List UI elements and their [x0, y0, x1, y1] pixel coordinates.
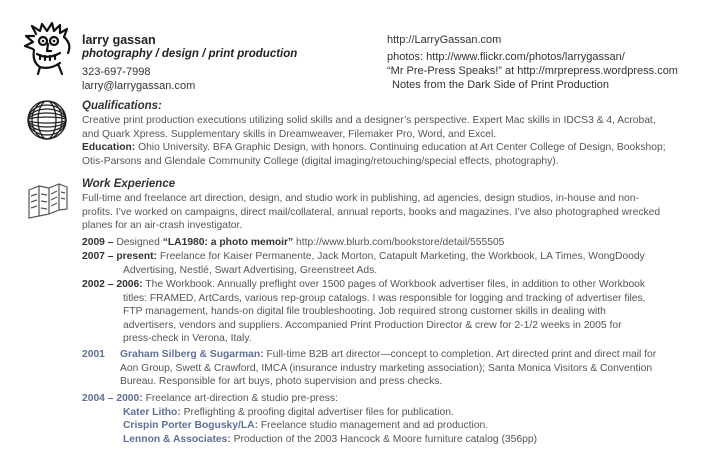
book-title: “LA1980: a photo memoir” [162, 237, 294, 248]
company-name: Crispin Porter Bogusky/LA: [123, 420, 259, 432]
company-name: Kater Litho: [123, 406, 181, 418]
experience-heading: Work Experience [82, 178, 176, 190]
building-blocks-icon [26, 180, 70, 220]
phone: 323-697-7998 [82, 66, 151, 78]
entry-year: 2002 – 2006: [82, 279, 143, 290]
qualifications-heading: Qualifications: [82, 100, 162, 112]
website-link[interactable]: http://LarryGassan.com [387, 34, 502, 46]
experience-intro-line: planes for an air-crash investigator. [82, 220, 243, 232]
experience-intro [82, 192, 712, 233]
entry-2009: 2009 – Designed “LA1980: a photo memoir” http://www.blurb.com/bookstore/detail/555505 [82, 237, 505, 248]
email-link[interactable]: larry@larrygassan.com [82, 80, 196, 92]
cartoon-face-icon [22, 22, 78, 76]
company-name: Graham Silberg & Sugarman: [120, 349, 264, 360]
education-line: Education: Ohio University. BFA Graphic Design, with honors. Continuing education at Art Center College of Design, Bookshop; [82, 142, 666, 154]
company-name: Lennon & Associates: [123, 433, 231, 445]
entry-year: 2001 [82, 349, 105, 360]
education-line: Otis-Parsons and Glendale Community College (digital imaging/retouching/special effects, photography). [82, 155, 559, 167]
list-item: Crispin Porter Bogusky/LA: Freelance studio management and ad production. [123, 420, 489, 432]
experience-intro-line: Full-time and freelance art direction, design, and studio work in publishing, ad agencies, design studios, in-house and non- [82, 193, 639, 204]
qualifications-text [82, 114, 712, 168]
entry-year: 2007 – present: [82, 251, 157, 262]
list-item: Kater Litho: Preflighting & proofing digital advertiser files for publication. [123, 406, 454, 418]
entry-2004: 2004 – 2000: Freelance art-direction & studio pre-press: Kater Litho: Preflighting & proofing digital advertiser files for publication. Crispin Porter Bogusky/LA: Freelance studio management and ad production. Lennon & Associates: Production of the 2003 Hancock & Moore furniture catalog (356pp) [82, 393, 537, 445]
blog-note: Notes from the Dark Side of Print Production [392, 79, 610, 91]
list-item: Lennon & Associates: Production of the 2003 Hancock & Moore furniture catalog (356pp) [123, 433, 537, 445]
photos-link[interactable]: photos: http://www.flickr.com/photos/larrygassan/ [387, 51, 625, 63]
tagline: photography / design / print production [82, 48, 298, 60]
entry-2001: 2001 Graham Silberg & Sugarman: Full-time B2B art director—concept to completion. Art directed print and direct mail for Aon Group, Swett & Crawford, IMCA (insurance industry marketing association); Santa Monica Visitors & Convention Bureau. Responsible for art buys, photo supervision and press checks. [82, 349, 657, 388]
qualifications-line: and Quark Xpress. Supplementary skills in Dreamweaver, Filemaker Pro, Word, and Excel. [82, 128, 497, 140]
book-link[interactable]: http://www.blurb.com/bookstore/detail/555505 [293, 237, 505, 248]
experience-intro-line: profits. I’ve worked on campaigns, direct mail/collateral, annual reports, books and magazines. I’ve also photographed wrecked [82, 206, 661, 218]
entry-year: 2004 – 2000: [82, 393, 143, 404]
name: larry gassan [82, 33, 156, 47]
entry-2002: 2002 – 2006: The Workbook. Annually preflight over 1500 pages of Workbook advertiser files, in addition to other Workbook titles: FRAMED, ArtCards, various rep-group catalogs. I was responsible for logging and tracking of advertiser files, FTP management, hands-on digital file troubleshooting. Job required strong customer skills in dealing with advertisers, vendors and suppliers. Accompanied Print Production Director & crew for 2-1/2 weeks in 2005 for press-check in Verona, Italy. [82, 279, 646, 345]
education-label: Education: [82, 142, 136, 154]
blog-link[interactable]: “Mr Pre-Press Speaks!” at http://mrprepress.wordpress.com [387, 65, 678, 77]
qualifications-line: Creative print production executions utilizing solid skills and a designer’s perspective. Expert Mac skills in IDCS3 & 4, Acrobat, [82, 115, 656, 126]
entry-2007: 2007 – present: Freelance for Kaiser Permanente, Jack Morton, Catapult Marketing, the Workbook, LA Times, WongDoody Advertising, Nestlé, Swart Advertising, Greenstreet Ads. [82, 251, 645, 276]
spiral-icon [26, 99, 68, 141]
entry-year: 2009 – [82, 237, 114, 248]
